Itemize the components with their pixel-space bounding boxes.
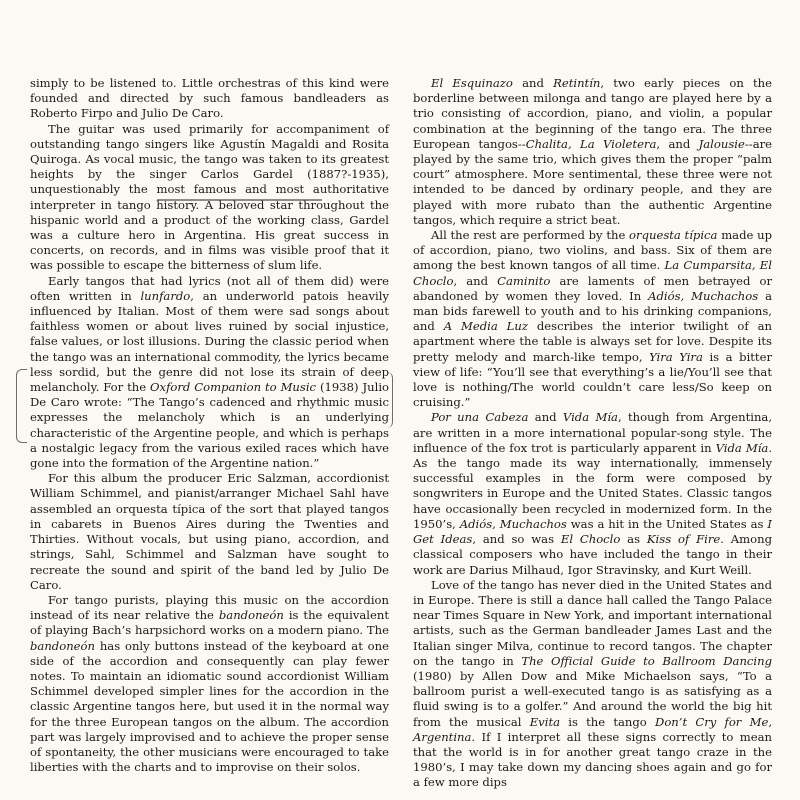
paragraph: Por una Cabeza and Vida Mía, though from Argentina, are written in a more international popular-song style. The influence of the fox trot is particularly apparent in Vida Mía. As the tango made its way internationally, immensely successful examples in the form were composed by songwriters in Europe and the United States. Classic tangos have occasionally been recycled in modernized form. In the 1950’s, Adiós, Muchachos was a hit in the United States as I Get Ideas, and so was El Choclo as Kiss of Fire. Among classical composers who have included the tango in their work are Darius Milhaud, Igor Stravinsky, and Kurt Weill.	[413, 410, 773, 577]
paragraph: El Esquinazo and Retintín, two early pieces on the borderline between milonga and tango are played here by a trio consisting of accordion, piano, and violin, a popular combination at the beginning of the tango era. The three European tangos--Chalita, La Violetera, and Jalousie--are played by the same trio, which gives them the proper “palm court” atmosphere. More sentimental, these three were not intended to be danced by ordinary people, and they are played with more rubato than the authentic Argentine tangos, which require a strict beat.	[413, 76, 773, 227]
paragraph: Love of the tango has never died in the United States and in Europe. There is still a dance hall called the Tango Palace near Times Square in New York, and important international artists, such as the German bandleader James Last and the Italian singer Milva, continue to record tangos. The chapter on the tango in The Official Guide to Ballroom Dancing (1980) by Allen Dow and Mike Michaelson says, “To a ballroom purist a well-executed tango is as satisfying as a fluid swing is to a golfer.” And around the world the big hit from the musical Evita is the tango Don’t Cry for Me, Argentina. If I interpret all these signs correctly to mean that the world is in for another great tango craze in the 1980’s, I may take down my dancing shoes again and go for a few more dips	[413, 577, 773, 790]
paragraph: For tango purists, playing this music on the accordion instead of its near relative the bandoneón is the equivalent of playing Bach’s harpsichord works on a modern piano. The bandoneón has only buttons instead of the keyboard at one side of the accordion and consequently can play fewer notes. To maintain an idiomatic sound accordionist William Schimmel developed simpler lines for the accordion in the classic Argentine tangos here, but used it in the normal way for the three European tangos on the album. The accordion part was largely improvised and to achieve the proper sense of spontaneity, the other musicians were encouraged to take liberties with the charts and to improvise on their solos.	[30, 592, 389, 775]
paragraph: All the rest are performed by the orquesta típica made up of accordion, piano, two violins, and bass. Six of them are among the best known tangos of all time. La Cumparsita, El Choclo, and Caminito are laments of men betrayed or abandoned by women they loved. In Adiós, Muchachos a man bids farewell to youth and to his drinking companions, and A Media Luz describes the interior twilight of an apartment where the table is always set for love. Despite its pretty melody and march-like tempo, Yira Yira is a bitter view of life: “You’ll see that everything’s a lie/You’ll see that love is nothing/The world couldn’t care less/So keep on cruising.”	[413, 228, 772, 410]
left-column	[30, 76, 389, 775]
right-column	[413, 76, 772, 791]
paragraph: Early tangos that had lyrics (not all of them did) were often written in lunfardo, an underworld patois heavily influenced by Italian. Most of them were sad songs about faithless women or about lives ruined by social injustice, false values, or lost illusions. During the classic period when the tango was an international commodity, the lyrics became less sordid, but the genre did not lose its strain of deep melancholy. For the Oxford Companion to Music (1938) Julio De Caro wrote: “The Tango’s cadenced and rhythmic music expresses the melancholy which is an underlying characteristic of the Argentine people, and which is perhaps a nostalgic legacy from the various exiled races which have gone into the formation of the Argentine nation.”	[30, 273, 390, 471]
pen-bracket-left	[16, 369, 27, 443]
paragraph: simply to be listened to. Little orchestras of this kind were founded and directed by such famous bandleaders as Roberto Firpo and Julio De Caro.	[30, 76, 389, 121]
paragraph: The guitar was used primarily for accompaniment of outstanding tango singers like Agustín Magaldi and Rosita Quiroga. As vocal music, the tango was taken to its greatest heights by the singer Carlos Gardel (1887?-1935), unquestionably the most famous and most authoritative interpreter in tango history. A beloved star throughout the hispanic world and a product of the working class, Gardel was a culture hero in Argentina. His great success in concerts, on records, and in films was visible proof that it was possible to escape the bitterness of slum life.	[30, 121, 389, 273]
paragraph: For this album the producer Eric Salzman, accordionist William Schimmel, and pianist/arranger Michael Sahl have assembled an orquesta típica of the sort that played tangos in cabarets in Buenos Aires during the Twenties and Thirties. Without vocals, but using piano, accordion, and strings, Sahl, Schimmel and Salzman have sought to recreate the sound and spirit of the band led by Julio De Caro.	[30, 471, 389, 592]
